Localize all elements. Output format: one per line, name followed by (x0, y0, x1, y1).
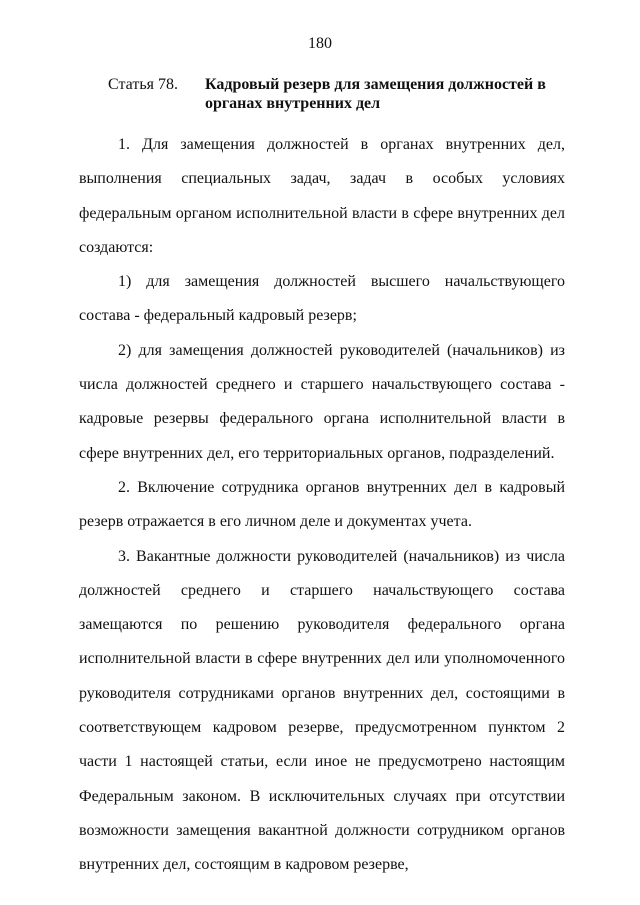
page-number: 180 (308, 35, 332, 52)
article-label: Статья 78. (108, 76, 178, 93)
paragraph-2: 2. Включение сотрудника органов внутренних дел в кадровый резерв отражается в его личном деле и документах учета. (79, 478, 565, 531)
paragraph-1-item-1: 1) для замещения должностей высшего начальствующего состава - федеральный кадровый резерв; (79, 273, 565, 325)
paragraph-1-item-2: 2) для замещения должностей руководителей (начальников) из числа должностей среднего и старшего начальствующего состава - кадровые резервы федерального органа исполнительной власти в сфере внутренних дел, его территориальных органов, подразделений. (79, 341, 565, 462)
paragraph-1: 1. Для замещения должностей в органах внутренних дел, выполнения специальных задач, задач в особых условиях федеральным органом исполнительной власти в сфере внутренних дел создаются: (79, 136, 565, 256)
article-title: Кадровый резерв для замещения должностей в органах внутренних дел (205, 76, 546, 112)
document-body (79, 128, 565, 883)
paragraph-3: 3. Вакантные должности руководителей (начальников) из числа должностей среднего и старшего начальствующего состава замещаются по решению руководителя федерального органа исполнительной власти в сфере внутренних дел или уполномоченного руководителя сотрудниками органов внутренних дел, состоящими в соответствующем кадровом резерве, предусмотренном пунктом 2 части 1 настоящей статьи, если иное не предусмотрено настоящим Федеральным законом. В исключительных случаях при отсутствии возможности замещения вакантной должности сотрудником органов внутренних дел, состоящим в кадровом резерве, (79, 547, 565, 874)
